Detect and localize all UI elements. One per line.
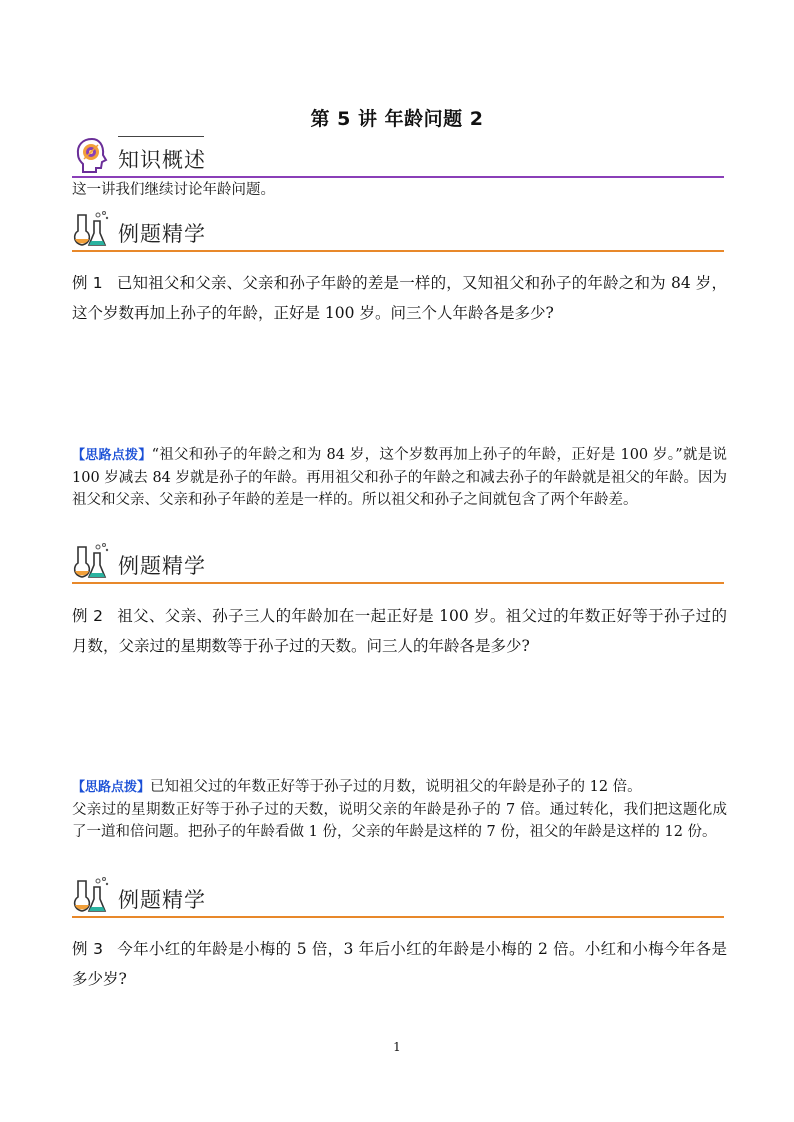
tip-2	[72, 776, 727, 843]
example-text: 祖父、父亲、孙子三人的年龄加在一起正好是 100 岁。祖父过的年数正好等于孙子过的月数，父亲过的星期数等于孙子过的天数。问三人的年龄各是多少?	[72, 607, 727, 655]
section-header-example-2	[72, 540, 724, 584]
section-heading: 例题精学	[118, 554, 206, 578]
section-header-example-3	[72, 874, 724, 918]
page-title: 第 5 讲 年龄问题 2	[310, 108, 484, 130]
lab-flask-icon	[72, 209, 112, 249]
section-heading: 例题精学	[118, 888, 206, 912]
tip-text: “祖父和孙子的年龄之和为 84 岁，这个岁数再加上孙子的年龄，正好是 100 岁。”就是说 100 岁减去 84 岁就是孙子的年龄。再用祖父和孙子的年龄之和减去孙子的年龄就是祖父的年龄。因为祖父和父亲、父亲和孙子年龄的差是一样的。所以祖父和孙子之间就包含了两个年龄差。	[72, 447, 727, 508]
example-1	[72, 268, 727, 328]
tip-text-line1: 已知祖父过的年数正好等于孙子过的月数，说明祖父的年龄是孙子的 12 倍。	[150, 779, 642, 795]
section-heading: 知识概述	[118, 148, 206, 172]
page-number: 1	[393, 1040, 401, 1054]
tip-text-rest: 父亲过的星期数正好等于孙子过的天数，说明父亲的年龄是孙子的 7 倍。通过转化，我们把这题化成了一道和倍问题。把孙子的年龄看做 1 份，父亲的年龄是这样的 7 份，祖父的年龄是这样的 12 份。	[72, 802, 727, 840]
overview-text: 这一讲我们继续讨论年龄问题。	[72, 182, 275, 198]
section-rule	[72, 582, 724, 584]
lab-flask-icon	[72, 541, 112, 581]
example-number: 例 1	[72, 274, 103, 292]
example-3	[72, 934, 727, 994]
section-header-example-1	[72, 208, 724, 252]
header-overline	[118, 136, 204, 137]
section-rule	[72, 250, 724, 252]
section-rule	[72, 916, 724, 918]
tip-1	[72, 444, 727, 511]
example-number: 例 2	[72, 607, 103, 625]
section-heading: 例题精学	[118, 222, 206, 246]
example-text: 今年小红的年龄是小梅的 5 倍，3 年后小红的年龄是小梅的 2 倍。小红和小梅今年各是多少岁?	[72, 940, 727, 988]
lab-flask-icon	[72, 875, 112, 915]
section-header-overview	[72, 134, 724, 178]
brain-gear-icon	[72, 135, 112, 175]
example-number: 例 3	[72, 940, 103, 958]
example-text: 已知祖父和父亲、父亲和孙子年龄的差是一样的，又知祖父和孙子的年龄之和为 84 岁，这个岁数再加上孙子的年龄，正好是 100 岁。问三个人年龄各是多少?	[72, 274, 727, 322]
example-2	[72, 601, 727, 661]
tip-tag: 【思路点拨】	[72, 780, 151, 795]
tip-tag: 【思路点拨】	[72, 448, 152, 463]
